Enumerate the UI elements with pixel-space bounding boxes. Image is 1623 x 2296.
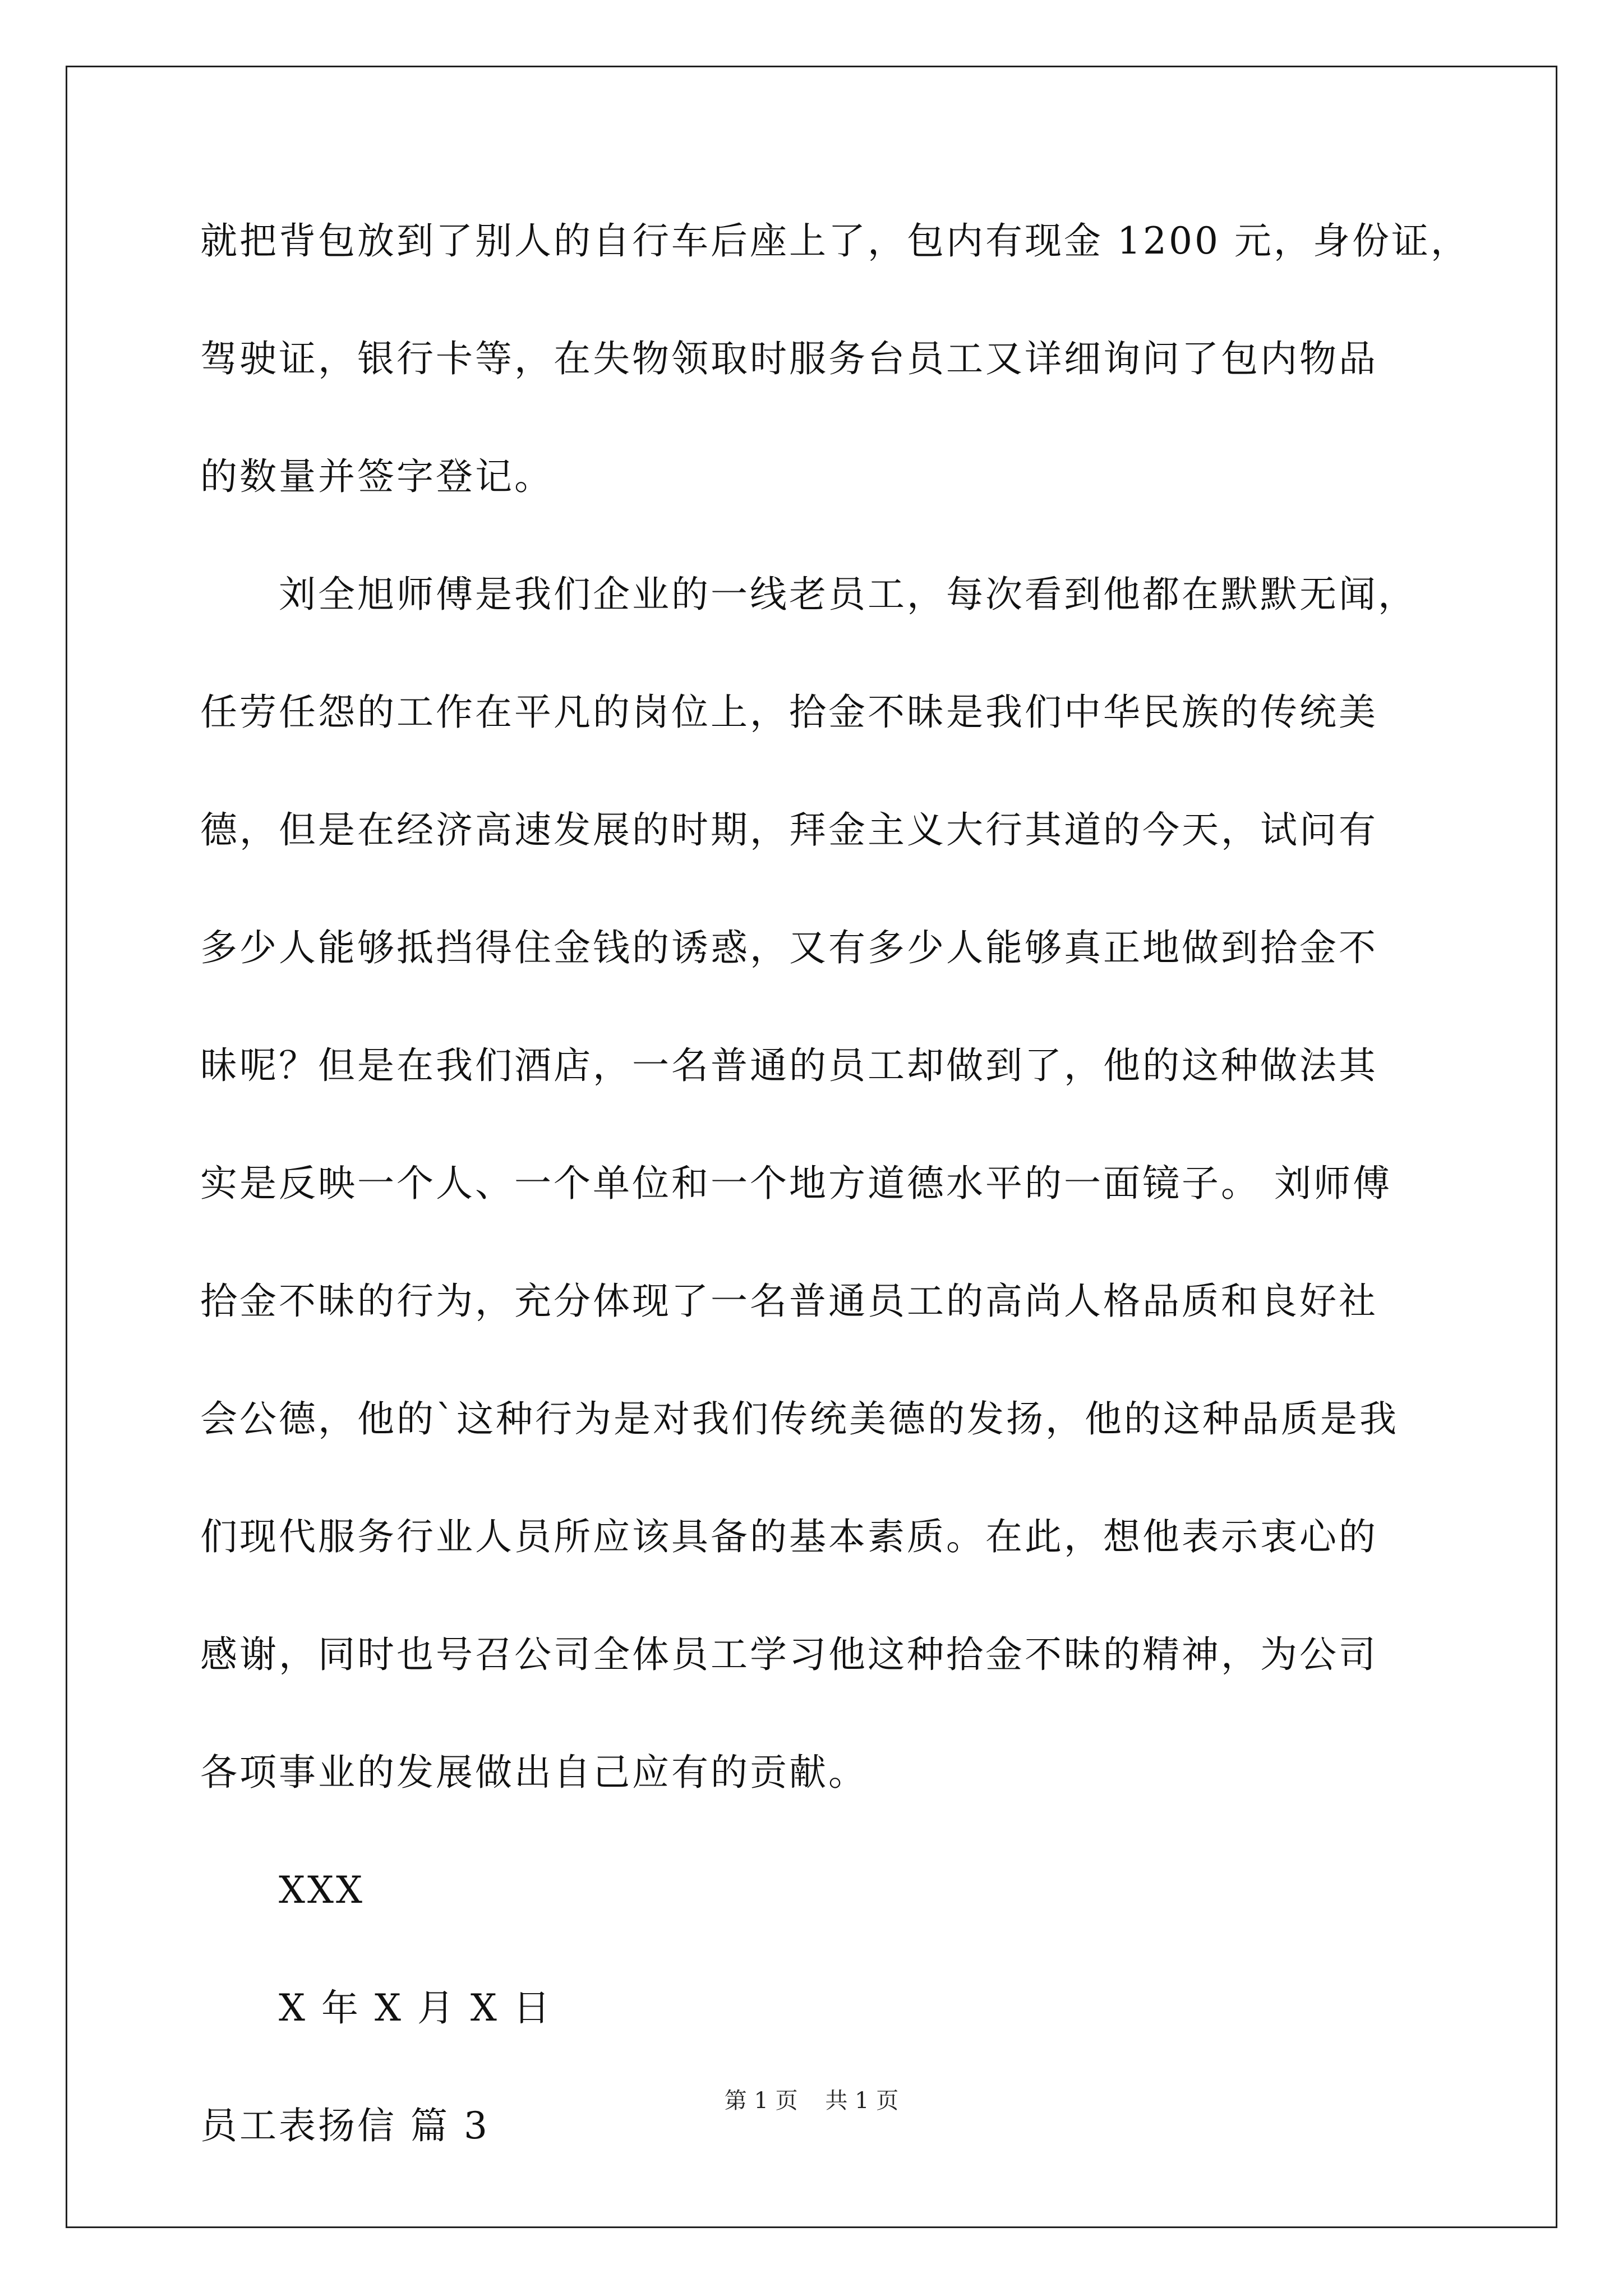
text-line: 昧呢？但是在我们酒店，一名普通的员工却做到了，他的这种做法其 [200, 1044, 1378, 1087]
text-line: 德，但是在经济高速发展的时期，拜金主义大行其道的今天，试问有 [200, 808, 1378, 852]
text-line: 会公德，他的`这种行为是对我们传统美德的发扬，他的这种品质是我 [200, 1397, 1399, 1441]
signature-date: X 年 X 月 X 日 [279, 1986, 552, 2030]
signature-name: XXX [279, 1869, 365, 1912]
page-number-current: 第 1 页 [724, 2088, 798, 2114]
section-heading: 员工表扬信 篇 3 [200, 2104, 490, 2147]
text-line: 驾驶证，银行卡等，在失物领取时服务台员工又详细询问了包内物品 [200, 337, 1378, 380]
text-line: 拾金不昧的行为，充分体现了一名普通员工的高尚人格品质和良好社 [200, 1280, 1378, 1323]
text-line: 多少人能够抵挡得住金钱的诱惑，又有多少人能够真正地做到拾金不 [200, 926, 1378, 969]
text-line: 感谢，同时也号召公司全体员工学习他这种拾金不昧的精神，为公司 [200, 1633, 1378, 1676]
text-line: 任劳任怨的工作在平凡的岗位上，拾金不昧是我们中华民族的传统美 [200, 691, 1378, 734]
text-line: 的数量并签字登记。 [200, 455, 554, 498]
text-line: 就把背包放到了别人的自行车后座上了，包内有现金 1200 元，身份证， [200, 219, 1470, 263]
text-line: 各项事业的发展做出自己应有的贡献。 [200, 1751, 868, 1794]
page-footer [0, 2087, 1623, 2115]
text-line: 们现代服务行业人员所应该具备的基本素质。在此，想他表示衷心的 [200, 1515, 1378, 1558]
page-number-total: 共 1 页 [825, 2088, 899, 2114]
paragraph-first-line: 刘全旭师傅是我们企业的一线老员工，每次看到他都在默默无闻， [279, 573, 1417, 616]
text-line: 实是反映一个人、一个单位和一个地方道德水平的一面镜子。 刘师傅 [200, 1162, 1392, 1205]
